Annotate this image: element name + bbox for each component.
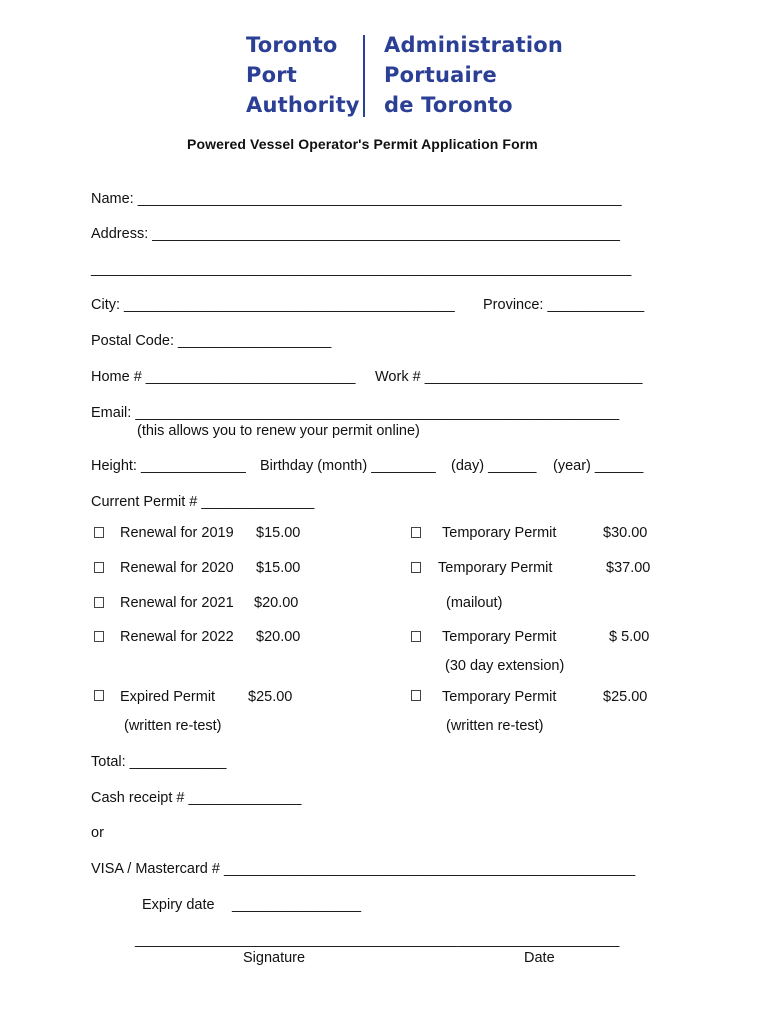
signature-line[interactable]: ________________________________________ [135,932,458,948]
option-price: $25.00 [248,689,293,705]
postal-code-field[interactable]: Postal Code: ___________________ [91,333,332,349]
address-field[interactable]: Address: __________________________________________________________ [91,226,620,242]
birthday-day-field[interactable]: (day) ______ [451,458,537,474]
province-field[interactable]: Province: ____________ [483,297,645,313]
logo-fr-line-2: Portuaire [384,63,497,87]
signature-label: Signature [243,950,306,966]
or-text: or [91,825,104,841]
logo-en-line-1: Toronto [246,33,338,57]
date-label: Date [524,950,555,966]
checkbox[interactable] [94,631,104,642]
option-label: Renewal for 2019 [120,525,234,541]
option-note: (mailout) [446,595,503,611]
name-field[interactable]: Name: ____________________________________________________________ [91,191,622,207]
option-price: $ 5.00 [609,629,650,645]
option-price: $20.00 [254,595,299,611]
checkbox[interactable] [94,597,104,608]
email-field[interactable]: Email: ____________________________________________________________ [91,405,620,421]
option-note: (written re-test) [446,718,544,734]
current-permit-field[interactable]: Current Permit # ______________ [91,494,315,510]
option-label: Renewal for 2020 [120,560,234,576]
option-label: Expired Permit [120,689,216,705]
checkbox[interactable] [94,562,104,573]
address-line-2-field[interactable]: ___________________________________________________________________ [91,261,632,277]
birthday-month-field[interactable]: Birthday (month) ________ [260,458,436,474]
option-price: $37.00 [606,560,651,576]
option-price: $15.00 [256,560,301,576]
city-field[interactable]: City: _________________________________________ [91,297,455,313]
checkbox[interactable] [94,527,104,538]
checkbox[interactable] [411,562,421,573]
email-note: (this allows you to renew your permit online) [137,423,420,439]
work-phone-field[interactable]: Work # ___________________________ [375,369,643,385]
height-field[interactable]: Height: _____________ [91,458,246,474]
home-phone-field[interactable]: Home # __________________________ [91,369,356,385]
checkbox[interactable] [94,690,104,701]
option-price: $30.00 [603,525,648,541]
birthday-year-field[interactable]: (year) ______ [553,458,644,474]
logo-en-line-3: Authority [246,93,360,117]
option-note: (30 day extension) [445,658,565,674]
checkbox[interactable] [411,631,421,642]
logo-fr-line-3: de Toronto [384,93,513,117]
form-title: Powered Vessel Operator's Permit Application Form [187,136,538,152]
option-price: $15.00 [256,525,301,541]
logo-divider [363,35,365,117]
option-price: $25.00 [603,689,648,705]
option-label: Temporary Permit [442,629,557,645]
date-line[interactable]: ____________________ [458,932,620,948]
option-label: Temporary Permit [438,560,553,576]
checkbox[interactable] [411,527,421,538]
option-label: Renewal for 2021 [120,595,234,611]
option-label: Temporary Permit [442,689,557,705]
option-price: $20.00 [256,629,301,645]
expiry-date-field[interactable]: ________________ [232,897,362,913]
visa-mastercard-field[interactable]: VISA / Mastercard # ___________________________________________________ [91,861,636,877]
expiry-date-label: Expiry date [142,897,215,913]
checkbox[interactable] [411,690,421,701]
option-label: Temporary Permit [442,525,557,541]
total-field[interactable]: Total: ____________ [91,754,227,770]
logo-en-line-2: Port [246,63,298,87]
cash-receipt-field[interactable]: Cash receipt # ______________ [91,790,302,806]
option-label: Renewal for 2022 [120,629,234,645]
logo-fr-line-1: Administration [384,33,563,57]
option-note: (written re-test) [124,718,222,734]
